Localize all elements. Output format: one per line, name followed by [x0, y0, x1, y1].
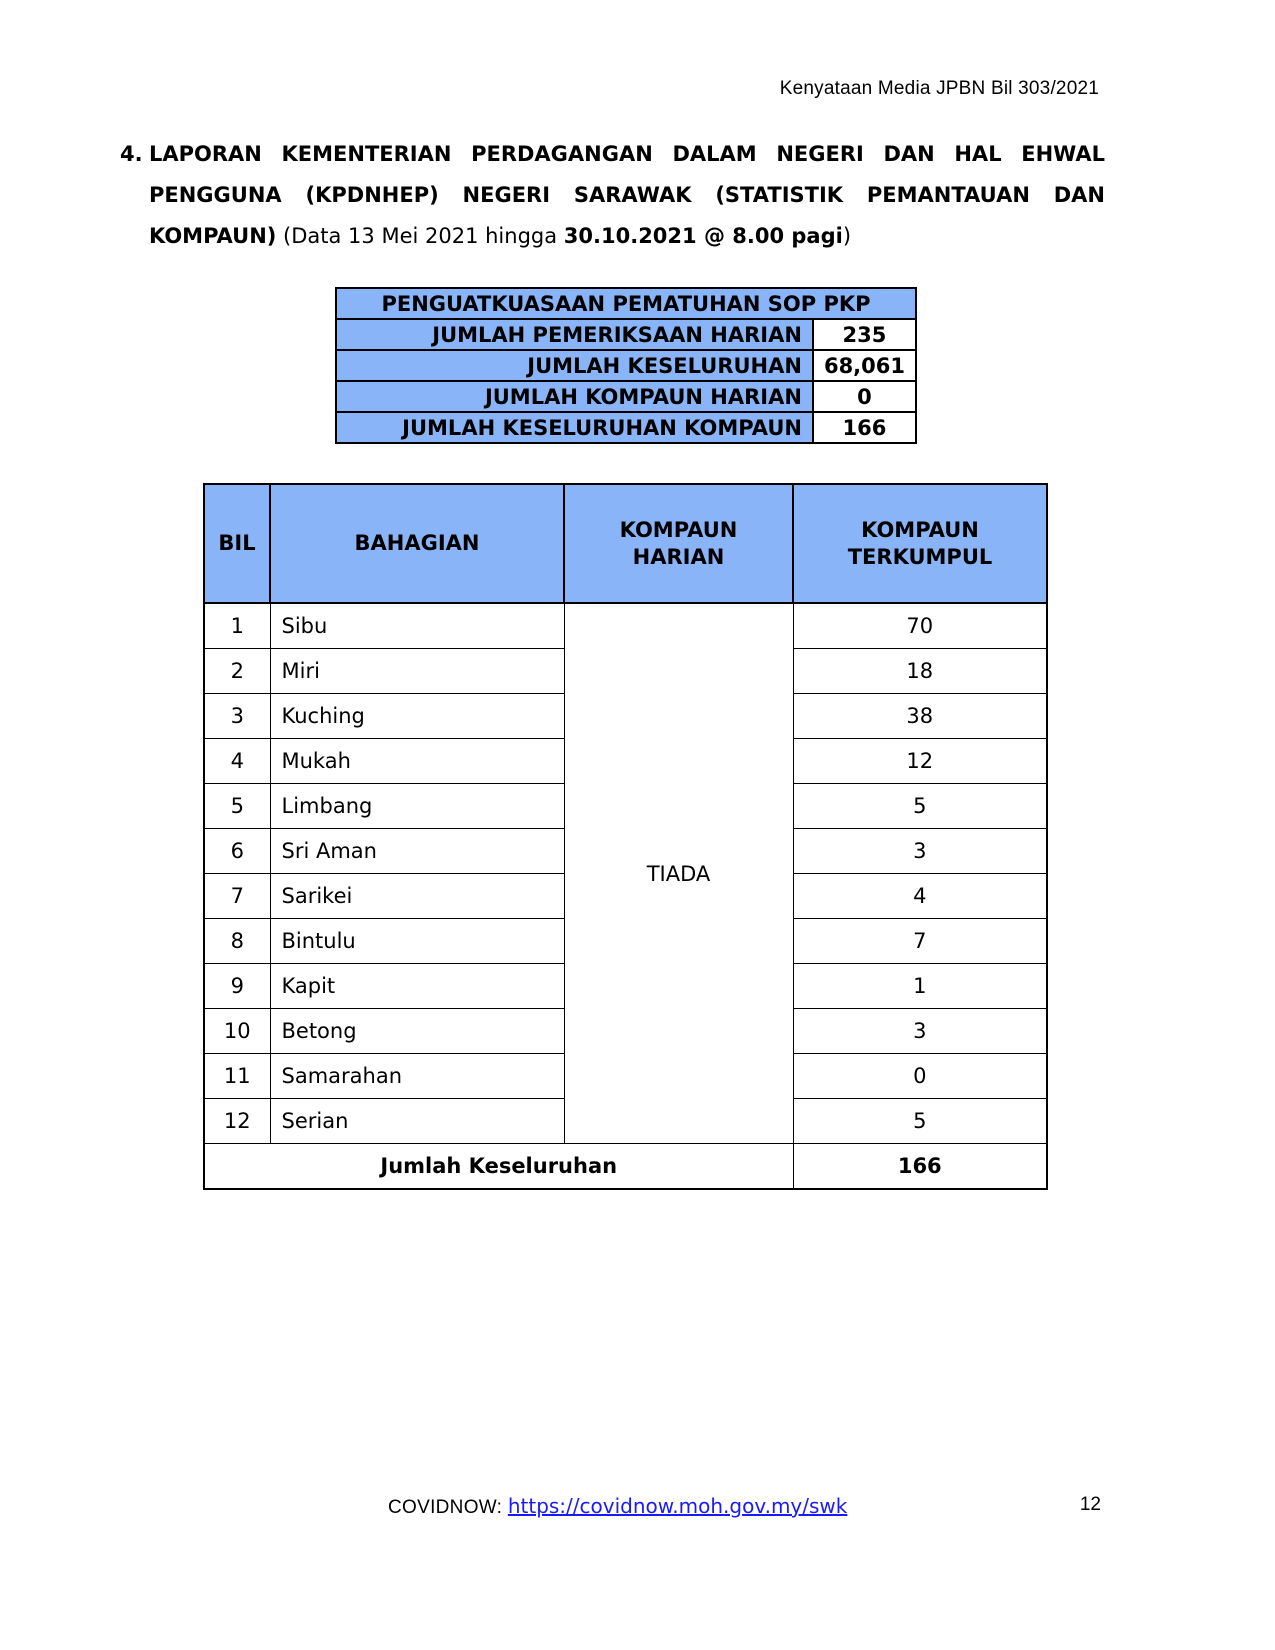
table-row	[204, 603, 1047, 649]
summary-row	[336, 350, 916, 381]
cell-bil: 5	[204, 784, 270, 829]
summary-value: 166	[813, 412, 916, 443]
summary-value: 68,061	[813, 350, 916, 381]
summary-label: JUMLAH PEMERIKSAAN HARIAN	[336, 319, 813, 350]
cell-kompaun-terkumpul: 3	[793, 1009, 1047, 1054]
summary-value: 235	[813, 319, 916, 350]
cell-bil: 12	[204, 1099, 270, 1144]
cell-bahagian: Serian	[270, 1099, 564, 1144]
summary-value: 0	[813, 381, 916, 412]
summary-label: JUMLAH KESELURUHAN	[336, 350, 813, 381]
total-row	[204, 1144, 1047, 1190]
covidnow-link[interactable]: https://covidnow.moh.gov.my/swk	[507, 1494, 848, 1518]
cell-bil: 9	[204, 964, 270, 1009]
summary-table	[335, 287, 917, 444]
cell-kompaun-terkumpul: 38	[793, 694, 1047, 739]
summary-row	[336, 319, 916, 350]
cell-kompaun-terkumpul: 5	[793, 784, 1047, 829]
summary-label: JUMLAH KOMPAUN HARIAN	[336, 381, 813, 412]
header-kompaun-terkumpul-line2: TERKUMPUL	[847, 544, 993, 569]
cell-bil: 1	[204, 603, 270, 649]
cell-kompaun-terkumpul: 3	[793, 829, 1047, 874]
data-range-suffix: )	[842, 224, 852, 248]
summary-title: PENGUATKUASAAN PEMATUHAN SOP PKP	[336, 288, 916, 319]
cell-bahagian: Samarahan	[270, 1054, 564, 1099]
cell-bahagian: Bintulu	[270, 919, 564, 964]
cell-bahagian: Miri	[270, 649, 564, 694]
cell-bahagian: Betong	[270, 1009, 564, 1054]
header-kompaun-terkumpul-line1: KOMPAUN	[861, 517, 979, 542]
summary-label: JUMLAH KESELURUHAN KOMPAUN	[336, 412, 813, 443]
cell-bahagian: Sri Aman	[270, 829, 564, 874]
cell-bil: 3	[204, 694, 270, 739]
header-kompaun-harian-line1: KOMPAUN	[619, 517, 738, 542]
total-value: 166	[793, 1144, 1047, 1190]
cell-kompaun-terkumpul: 18	[793, 649, 1047, 694]
cell-bil: 11	[204, 1054, 270, 1099]
cell-bahagian: Sarikei	[270, 874, 564, 919]
total-label: Jumlah Keseluruhan	[204, 1144, 793, 1190]
cell-kompaun-terkumpul: 1	[793, 964, 1047, 1009]
cell-bil: 8	[204, 919, 270, 964]
cell-bahagian: Sibu	[270, 603, 564, 649]
cell-bahagian: Kapit	[270, 964, 564, 1009]
compound-table	[203, 483, 1048, 1190]
section-heading	[120, 134, 1105, 257]
data-range-prefix: (Data 13 Mei 2021 hingga	[276, 224, 564, 248]
cell-bil: 4	[204, 739, 270, 784]
cell-kompaun-terkumpul: 5	[793, 1099, 1047, 1144]
header-kompaun-terkumpul	[793, 484, 1047, 603]
cell-bil: 7	[204, 874, 270, 919]
cell-kompaun-terkumpul: 7	[793, 919, 1047, 964]
cell-kompaun-harian-merged: TIADA	[564, 603, 793, 1144]
cell-kompaun-terkumpul: 4	[793, 874, 1047, 919]
section-title: LAPORAN KEMENTERIAN PERDAGANGAN DALAM NEGERI DAN HAL EHWAL PENGGUNA (KPDNHEP) NEGERI SARAWAK (STATISTIK PEMANTAUAN DAN KOMPAUN)	[149, 142, 1105, 248]
header-bahagian: BAHAGIAN	[270, 484, 564, 603]
cell-bahagian: Kuching	[270, 694, 564, 739]
cell-bil: 2	[204, 649, 270, 694]
cell-bahagian: Limbang	[270, 784, 564, 829]
header-bil: BIL	[204, 484, 270, 603]
document-reference: Kenyataan Media JPBN Bil 303/2021	[779, 78, 1099, 99]
data-range-date: 30.10.2021 @ 8.00 pagi	[563, 224, 843, 248]
header-kompaun-harian-line2: HARIAN	[632, 544, 725, 569]
cell-kompaun-terkumpul: 12	[793, 739, 1047, 784]
summary-row	[336, 412, 916, 443]
cell-bil: 6	[204, 829, 270, 874]
cell-bil: 10	[204, 1009, 270, 1054]
footer	[388, 1494, 847, 1519]
header-kompaun-harian	[564, 484, 793, 603]
section-number: 4.	[120, 142, 143, 166]
cell-kompaun-terkumpul: 70	[793, 603, 1047, 649]
page-number: 12	[1079, 1494, 1101, 1515]
summary-row	[336, 381, 916, 412]
cell-kompaun-terkumpul: 0	[793, 1054, 1047, 1099]
cell-bahagian: Mukah	[270, 739, 564, 784]
footer-label: COVIDNOW:	[388, 1497, 508, 1518]
